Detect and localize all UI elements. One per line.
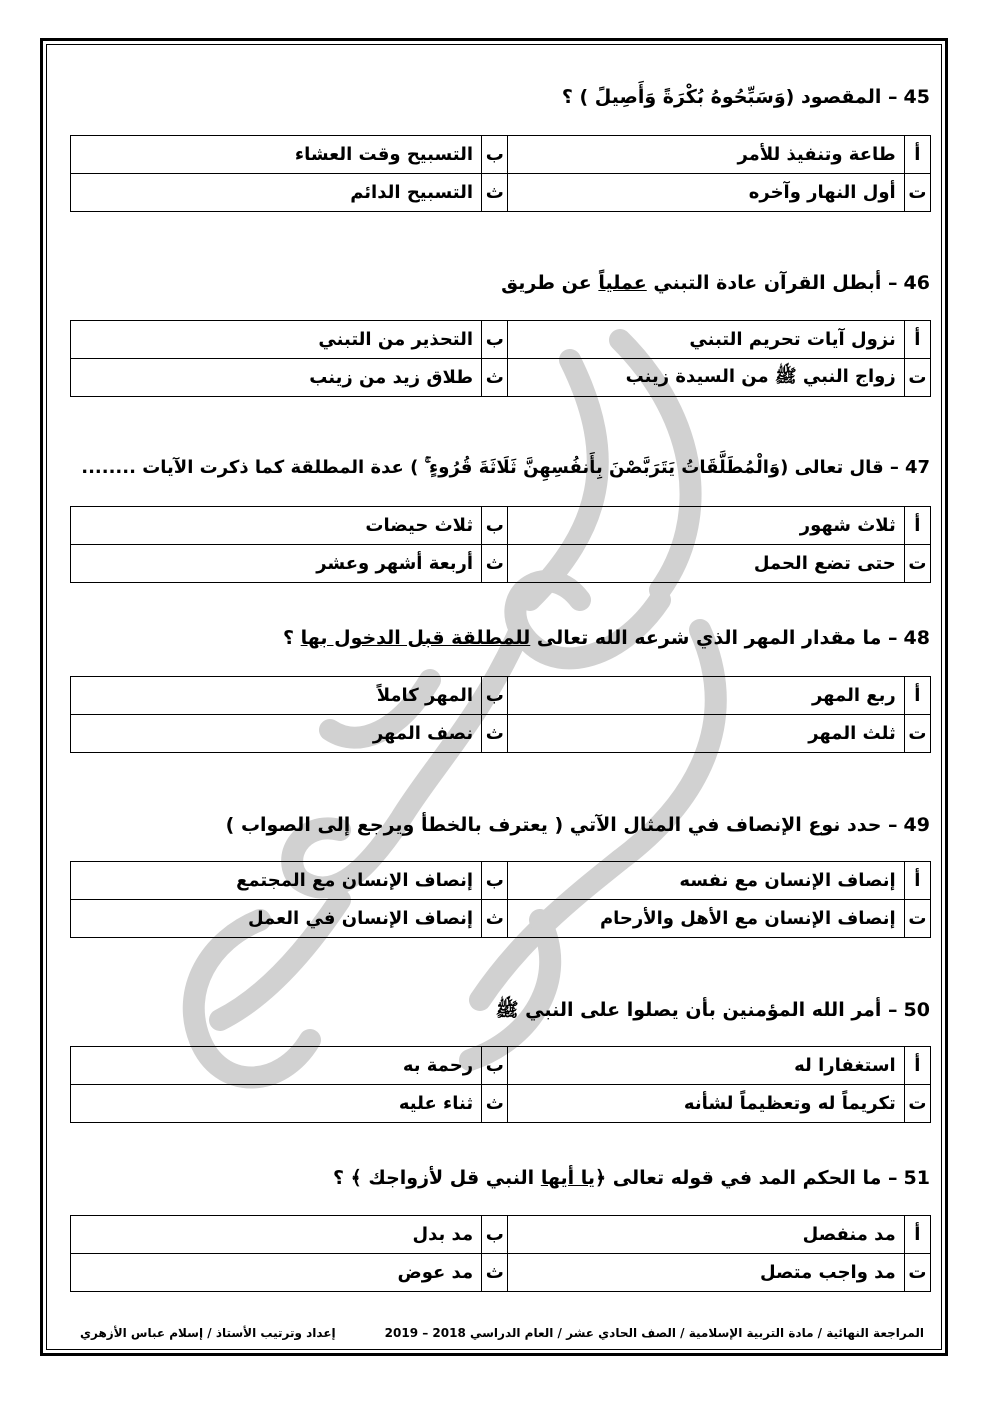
- option-letter: ث: [482, 359, 508, 397]
- question-text-end: عن طريق: [501, 272, 592, 294]
- options-table-47: [70, 506, 931, 583]
- option-letter: ث: [482, 715, 508, 753]
- option-b[interactable]: إنصاف الإنسان مع المجتمع: [71, 862, 482, 900]
- option-a[interactable]: نزول آيات تحريم التبني: [508, 321, 904, 359]
- option-letter: ب: [482, 1047, 508, 1085]
- question-number: 50: [903, 999, 930, 1021]
- option-letter: ت: [904, 174, 930, 212]
- option-letter: أ: [904, 136, 930, 174]
- question-51: [70, 1167, 930, 1189]
- option-a[interactable]: ثلاث شهور: [508, 507, 904, 545]
- options-table-50: [70, 1046, 931, 1123]
- option-letter: ث: [482, 1085, 508, 1123]
- option-t[interactable]: تكريماً له وتعظيماً لشأنه: [508, 1085, 904, 1123]
- option-letter: ب: [482, 677, 508, 715]
- option-b[interactable]: التحذير من التبني: [71, 321, 482, 359]
- question-underlined: يا أيها: [540, 1167, 596, 1189]
- options-table-45: [70, 135, 931, 212]
- page-footer: [80, 1326, 924, 1340]
- question-text-end: النبي قل لأزواجك ﴾ ؟: [333, 1167, 541, 1189]
- option-letter: ب: [482, 321, 508, 359]
- option-a[interactable]: ربع المهر: [508, 677, 904, 715]
- option-letter: ت: [904, 1254, 930, 1292]
- question-46: [70, 272, 930, 294]
- question-47: [70, 457, 930, 478]
- option-a[interactable]: طاعة وتنفيذ للأمر: [508, 136, 904, 174]
- option-t[interactable]: ثلث المهر: [508, 715, 904, 753]
- option-b[interactable]: رحمة به: [71, 1047, 482, 1085]
- question-number: 46: [903, 272, 930, 294]
- option-th[interactable]: أربعة أشهر وعشر: [71, 545, 482, 583]
- option-letter: ب: [482, 862, 508, 900]
- option-a[interactable]: مد منفصل: [508, 1216, 904, 1254]
- question-text: – ما الحكم المد في قوله تعالى ﴿: [595, 1167, 898, 1189]
- question-45: [70, 86, 930, 108]
- question-text: – المقصود (وَسَبِّحُوهُ بُكْرَةً وَأَصِيلً ) ؟: [561, 86, 898, 108]
- option-letter: ت: [904, 1085, 930, 1123]
- question-49: [70, 814, 930, 836]
- options-table-48: [70, 676, 931, 753]
- question-text-end: ؟: [283, 627, 295, 649]
- question-text: – أمر الله المؤمنين بأن يصلوا على النبي ﷺ: [495, 999, 898, 1021]
- option-b[interactable]: ثلاث حيضات: [71, 507, 482, 545]
- option-letter: ت: [904, 900, 930, 938]
- option-letter: أ: [904, 507, 930, 545]
- option-th[interactable]: مد عوض: [71, 1254, 482, 1292]
- question-48: [70, 627, 930, 649]
- option-a[interactable]: استغفارا له: [508, 1047, 904, 1085]
- option-letter: ث: [482, 1254, 508, 1292]
- option-b[interactable]: التسبيح وقت العشاء: [71, 136, 482, 174]
- option-letter: أ: [904, 1216, 930, 1254]
- option-letter: أ: [904, 321, 930, 359]
- option-th[interactable]: طلاق زيد من زينب: [71, 359, 482, 397]
- options-table-51: [70, 1215, 931, 1292]
- options-table-49: [70, 861, 931, 938]
- question-text: – ما مقدار المهر الذي شرعه الله تعالى: [536, 627, 898, 649]
- option-letter: أ: [904, 1047, 930, 1085]
- question-number: 45: [903, 86, 930, 108]
- option-a[interactable]: إنصاف الإنسان مع نفسه: [508, 862, 904, 900]
- option-letter: ت: [904, 545, 930, 583]
- option-th[interactable]: التسبيح الدائم: [71, 174, 482, 212]
- option-th[interactable]: إنصاف الإنسان في العمل: [71, 900, 482, 938]
- option-th[interactable]: ثناء عليه: [71, 1085, 482, 1123]
- options-table-46: [70, 320, 931, 397]
- option-letter: ب: [482, 136, 508, 174]
- footer-course-info: المراجعة النهائية / مادة التربية الإسلامية / الصف الحادي عشر / العام الدراسي 2018 – 2019: [384, 1326, 924, 1340]
- option-letter: أ: [904, 862, 930, 900]
- option-t[interactable]: مد واجب متصل: [508, 1254, 904, 1292]
- option-letter: ت: [904, 715, 930, 753]
- option-letter: ث: [482, 900, 508, 938]
- option-letter: ب: [482, 507, 508, 545]
- option-b[interactable]: المهر كاملاً: [71, 677, 482, 715]
- question-text: – حدد نوع الإنصاف في المثال الآتي ( يعترف بالخطأ ويرجع إلى الصواب ): [225, 814, 898, 836]
- option-letter: ب: [482, 1216, 508, 1254]
- question-50: [70, 998, 930, 1026]
- question-number: 47: [904, 457, 930, 478]
- option-t[interactable]: إنصاف الإنسان مع الأهل والأرحام: [508, 900, 904, 938]
- question-text: – أبطل القرآن عادة التبني: [653, 272, 898, 294]
- question-underlined: عملياً: [598, 272, 647, 294]
- option-letter: ت: [904, 359, 930, 397]
- option-t[interactable]: حتى تضع الحمل: [508, 545, 904, 583]
- question-number: 49: [903, 814, 930, 836]
- option-letter: ث: [482, 174, 508, 212]
- option-t[interactable]: أول النهار وآخره: [508, 174, 904, 212]
- question-underlined: للمطلقة قبل الدخول بها: [300, 627, 531, 649]
- option-letter: ث: [482, 545, 508, 583]
- footer-author: إعداد وترتيب الأستاذ / إسلام عباس الأزهري: [80, 1326, 336, 1340]
- question-text: – قال تعالى (وَالْمُطَلَّقَاتُ يَتَرَبَّصْنَ بِأَنفُسِهِنَّ ثَلَاثَةَ قُرُوءٍ ۚ ) عدة المطلقة كما ذكرت الآيات ........: [81, 457, 899, 478]
- option-b[interactable]: مد بدل: [71, 1216, 482, 1254]
- question-number: 48: [903, 627, 930, 649]
- question-number: 51: [903, 1167, 930, 1189]
- option-th[interactable]: نصف المهر: [71, 715, 482, 753]
- option-letter: أ: [904, 677, 930, 715]
- option-t[interactable]: زواج النبي ﷺ من السيدة زينب: [508, 359, 904, 397]
